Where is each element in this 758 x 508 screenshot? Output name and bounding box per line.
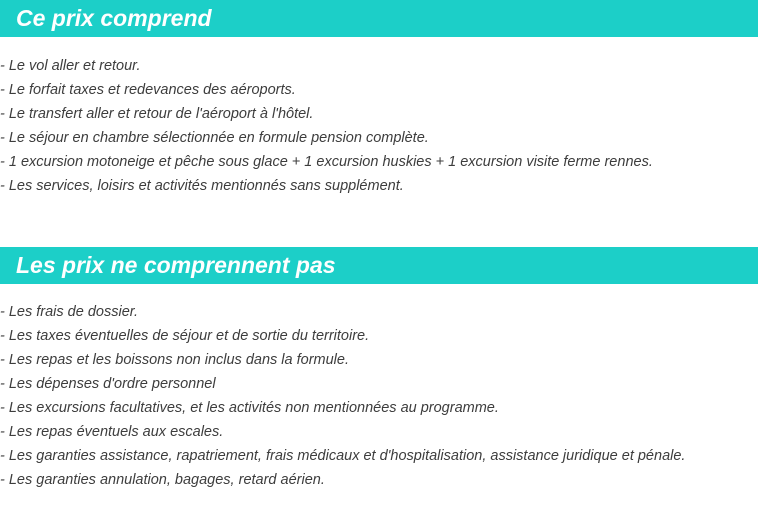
- includes-list-item: - 1 excursion motoneige et pêche sous glace + 1 excursion huskies + 1 excursion visite ferme rennes.: [0, 154, 653, 170]
- includes-list-item: - Les services, loisirs et activités mentionnés sans supplément.: [0, 178, 404, 194]
- excludes-list-item: - Les repas et les boissons non inclus dans la formule.: [0, 352, 349, 368]
- includes-list-item: - Le transfert aller et retour de l'aéroport à l'hôtel.: [0, 106, 314, 122]
- excludes-list-item: - Les garanties assistance, rapatriement, frais médicaux et d'hospitalisation, assistance juridique et pénale.: [0, 448, 686, 464]
- includes-list: [0, 54, 653, 198]
- includes-list-item: - Le séjour en chambre sélectionnée en formule pension complète.: [0, 130, 429, 146]
- includes-list-item: - Le forfait taxes et redevances des aéroports.: [0, 82, 296, 98]
- includes-section-header: [0, 0, 758, 37]
- excludes-list-item: - Les dépenses d'ordre personnel: [0, 376, 216, 392]
- includes-section-title: Ce prix comprend: [16, 5, 212, 31]
- excludes-list: [0, 300, 685, 492]
- excludes-list-item: - Les taxes éventuelles de séjour et de sortie du territoire.: [0, 328, 370, 344]
- includes-list-item: - Le vol aller et retour.: [0, 58, 141, 74]
- excludes-section-header: [0, 247, 758, 284]
- excludes-list-item: - Les garanties annulation, bagages, retard aérien.: [0, 472, 325, 488]
- excludes-list-item: - Les repas éventuels aux escales.: [0, 424, 224, 440]
- excludes-list-item: - Les frais de dossier.: [0, 304, 139, 320]
- excludes-section-title: Les prix ne comprennent pas: [16, 252, 336, 278]
- excludes-list-item: - Les excursions facultatives, et les activités non mentionnées au programme.: [0, 400, 499, 416]
